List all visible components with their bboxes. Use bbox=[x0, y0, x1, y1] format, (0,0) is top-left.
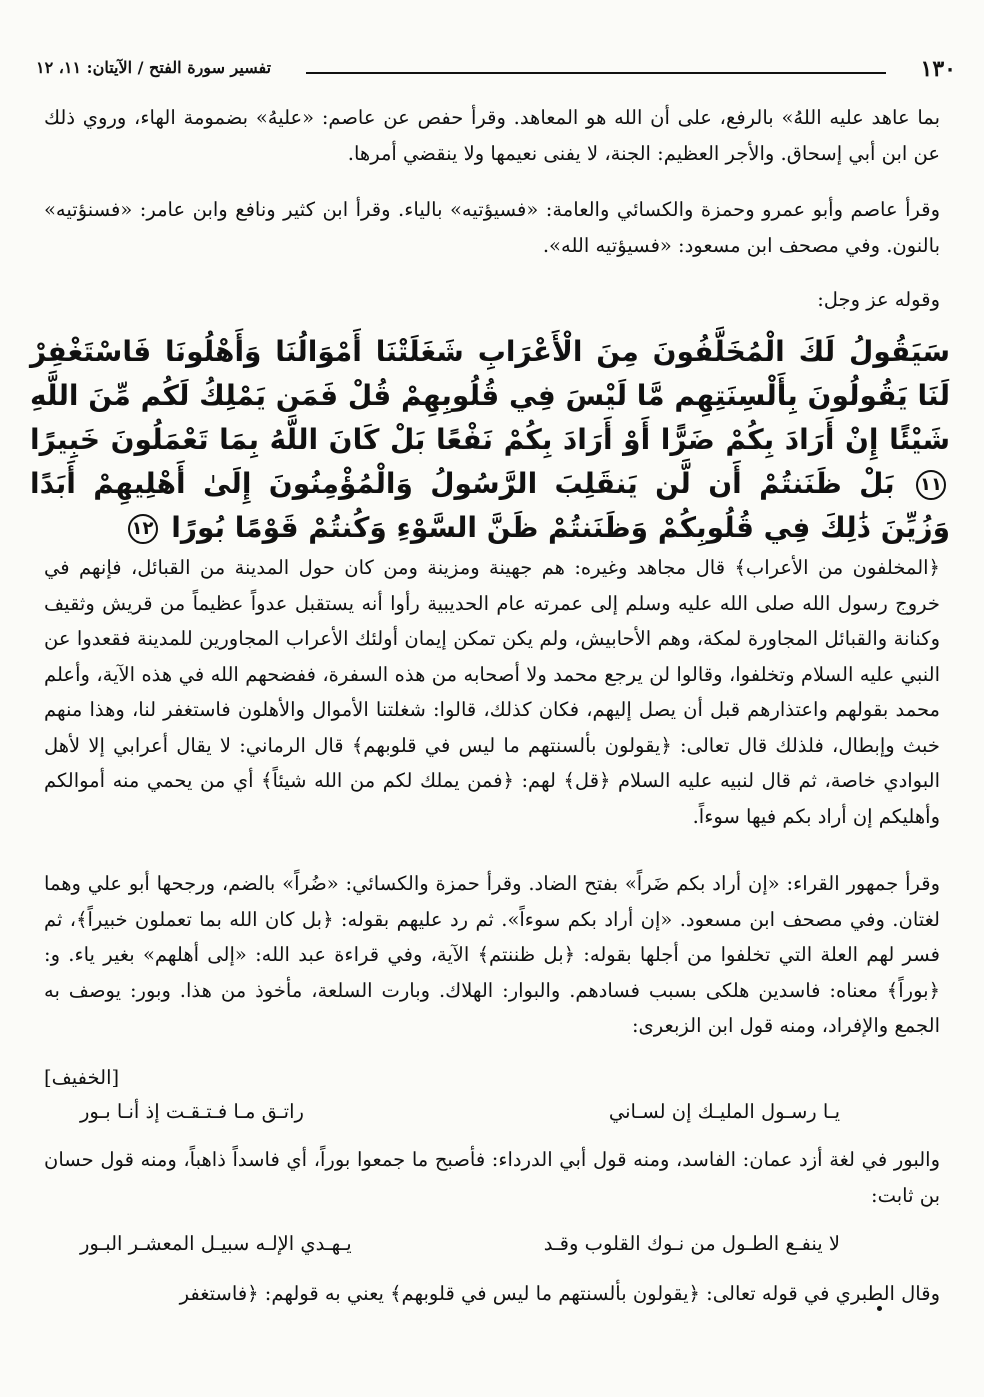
verse-12-text: بَلْ ظَنَنتُمْ أَن لَّن يَنقَلِبَ الرَّسُولُ وَالْمُؤْمِنُونَ إِلَىٰ أَهْلِيهِمْ أَبَدًا وَزُيِّنَ ذَٰلِكَ فِي قُلُوبِكُمْ وَظَنَنتُمْ ظَنَّ السَّوْءِ وَكُنتُمْ قَوْمًا بُورًا bbox=[30, 467, 950, 544]
header-rule bbox=[306, 72, 886, 74]
margin-dot bbox=[877, 1306, 882, 1311]
running-title: تفسير سورة الفتح / الآيتان: ١١، ١٢ bbox=[36, 58, 272, 77]
quran-verses bbox=[30, 330, 950, 550]
poem-1-first-hemistich: يـا رسـول المليـك إن لسـاني bbox=[608, 1100, 840, 1123]
verse-11-text: سَيَقُولُ لَكَ الْمُخَلَّفُونَ مِنَ الْأَعْرَابِ شَغَلَتْنَا أَمْوَالُنَا وَأَهْلُونَا فَاسْتَغْفِرْ لَنَا يَقُولُونَ بِأَلْسِنَتِهِم مَّا لَيْسَ فِي قُلُوبِهِمْ قُلْ فَمَن يَمْلِكُ لَكُم مِّنَ اللَّهِ شَيْئًا إِنْ أَرَادَ بِكُمْ ضَرًّا أَوْ أَرَادَ بِكُمْ نَفْعًا بَلْ كَانَ اللَّهُ بِمَا تَعْمَلُونَ خَبِيرًا bbox=[30, 335, 950, 456]
verse-12-marker: ١٢ bbox=[128, 514, 158, 544]
paragraph-5: وقرأ جمهور القراء: «إن أراد بكم ضَراً» بفتح الضاد. وقرأ حمزة والكسائي: «ضُراً» بالضم، ورجحها أبو علي وهما لغتان. وفي مصحف ابن مسعود. «إن أراد بكم سوءاً». ثم رد عليهم بقوله: ﴿بل كان الله بما تعملون خبيراً﴾، ثم فسر لهم العلة التي تخلفوا من أجلها بقوله: ﴿بل ظننتم﴾ الآية، وفي قراءة عبد الله: «إلى أهلهم» بغير ياء. و: ﴿بوراً﴾ معناه: فاسدين هلكى بسبب فسادهم. والبوار: الهلاك. وبارت السلعة، مأخوذ من هذا. وبور: يوصف به الجمع والإفراد، ومنه قول ابن الزبعرى: bbox=[44, 872, 940, 1037]
poem-1-second-hemistich: راتـق مـا فـتـقـت إذ أنـا بـور bbox=[80, 1100, 304, 1123]
poem-verse-1 bbox=[80, 1100, 840, 1134]
paragraph-6: والبور في لغة أزد عمان: الفاسد، ومنه قول أبي الدرداء: فأصبح ما جمعوا بوراً، أي فاسداً ذاهباً، ومنه قول حسان بن ثابت: bbox=[44, 1148, 940, 1207]
poem-verse-2 bbox=[80, 1232, 840, 1266]
verse-11-marker: ١١ bbox=[916, 470, 946, 500]
poem-meter-label: [الخفيف] bbox=[44, 1066, 120, 1089]
page-number: ١٣٠ bbox=[920, 56, 956, 82]
paragraph-1: بما عاهد عليه اللهُ» بالرفع، على أن الله هو المعاهد. وقرأ حفص عن عاصم: «عليهُ» بضمومة الهاء، وروي ذلك عن ابن أبي إسحاق. والأجر العظيم: الجنة، لا يفنى نعيمها ولا ينقضي أمرها. bbox=[44, 106, 940, 165]
paragraph-3: وقوله عز وجل: bbox=[817, 288, 940, 311]
paragraph-7: وقال الطبري في قوله تعالى: ﴿يقولون بألسنتهم ما ليس في قلوبهم﴾ يعني به قولهم: ﴿فاستغفر bbox=[179, 1282, 940, 1305]
poem-2-first-hemistich: لا ينفـع الطـول من نـوك القلوب وقـد bbox=[543, 1232, 840, 1255]
poem-2-second-hemistich: يـهـدي الإلـه سبيـل المعشـر البـور bbox=[80, 1232, 352, 1255]
paragraph-2: وقرأ عاصم وأبو عمرو وحمزة والكسائي والعامة: «فسيؤتيه» بالياء. وقرأ ابن كثير ونافع وابن عامر: «فسنؤتيه» بالنون. وفي مصحف ابن مسعود: «فسيؤتيه الله». bbox=[44, 198, 940, 257]
paragraph-4: ﴿المخلفون من الأعراب﴾ قال مجاهد وغيره: هم جهينة ومزينة ومن كان حول المدينة من القبائل، فإنهم في خروج رسول الله صلى الله عليه وسلم إلى عمرته عام الحديبية رأوا أنه يستقبل عدواً عظيماً من قريش وثقيف وكنانة والقبائل المجاورة لمكة، وهم الأحابيش، ولم يكن تمكن إيمان أولئك الأعراب المجاورين للمدينة فقعدوا عن النبي عليه السلام وتخلفوا، وقالوا لن يرجع محمد ولا أصحابه من هذه السفرة، ففضحهم الله في هذه الآية، وأعلم محمد بقولهم واعتذارهم قبل أن يصل إليهم، فكان كذلك، قالوا: شغلتنا الأموال والأهلون فاستغفر لنا، وهذا منهم خبث وإبطال، فلذلك قال تعالى: ﴿يقولون بألسنتهم ما ليس في قلوبهم﴾ قال الرماني: لا يقال أعرابي إلا لأهل البوادي خاصة، ثم قال لنبيه عليه السلام ﴿قل﴾ لهم: ﴿فمن يملك لكم من الله شيئاً﴾ أي من يحمي منه أموالكم وأهليكم إن أراد بكم فيها سوءاً. bbox=[44, 556, 940, 828]
page-header bbox=[36, 56, 956, 86]
